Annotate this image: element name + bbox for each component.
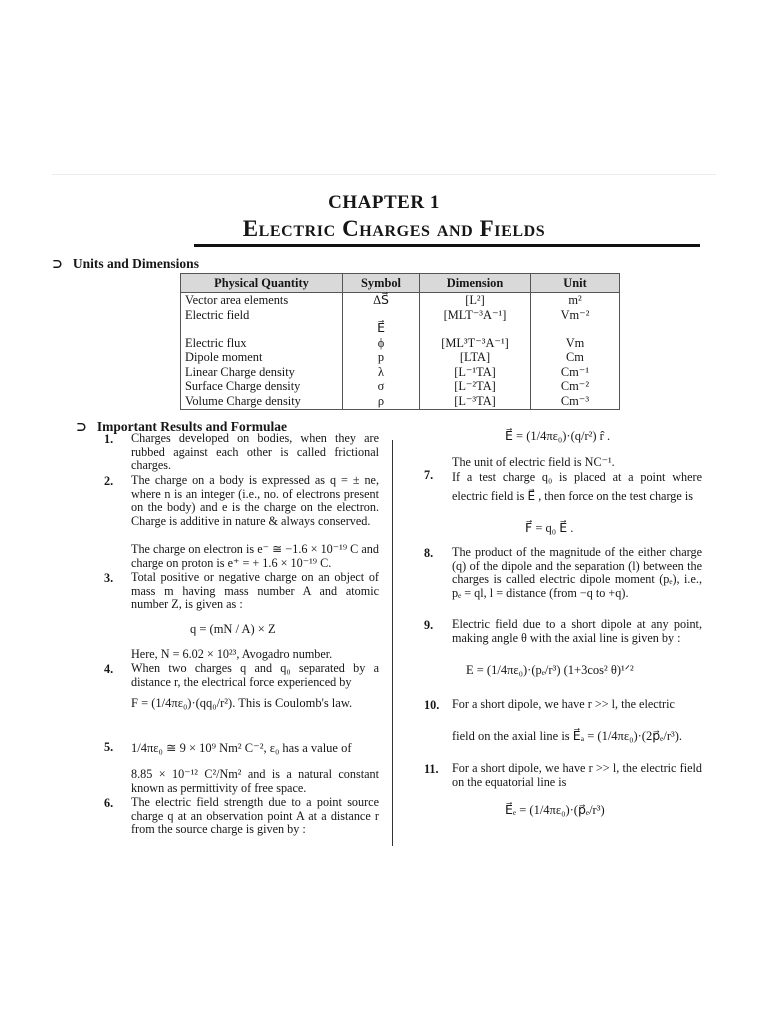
- item-number: 8.: [424, 546, 434, 560]
- item-9-text: Electric field due to a short dipole at any point, making angle θ with the axial line is given by :: [452, 617, 702, 645]
- cell-unit: Cm: [531, 350, 620, 365]
- header-unit: Unit: [531, 274, 620, 293]
- formula-charge: q = (mN / A) × Z: [190, 622, 276, 636]
- formula-constant: 1/4πε₀ ≅ 9 × 10⁹ Nm² C⁻², ε₀ has a value of: [131, 741, 352, 755]
- cell-quantity: Surface Charge density: [181, 379, 343, 394]
- cell-quantity: Dipole moment: [181, 350, 343, 365]
- cell-dimension: [MLT⁻³A⁻¹]: [420, 308, 531, 336]
- chapter-number: CHAPTER 1: [328, 192, 440, 213]
- cell-unit: Cm⁻²: [531, 379, 620, 394]
- item-number: 4.: [104, 662, 114, 676]
- cell-unit: Vm⁻²: [531, 308, 620, 336]
- cell-unit: Cm⁻³: [531, 394, 620, 409]
- formula-dipole-any: E = (1/4πε₀)·(pₑ/r³) (1+3cos² θ)¹ᐟ²: [466, 663, 634, 677]
- cell-symbol: p: [343, 350, 420, 365]
- item-2-text: The charge on a body is expressed as q = ± ne, where n is an integer (i.e., no. of electrons present on the body) and e is the charge on the electron. Charge is additive in nature & always conserved.: [131, 473, 379, 529]
- table-header: [181, 274, 620, 293]
- item-11-text: For a short dipole, we have r >> l, the electric field on the equatorial line is: [452, 761, 702, 789]
- cell-quantity: Volume Charge density: [181, 394, 343, 409]
- cell-unit: Cm⁻¹: [531, 365, 620, 380]
- top-divider: [52, 174, 716, 175]
- item-10-text: For a short dipole, we have r >> l, the electric: [452, 697, 675, 711]
- table-row: [181, 379, 620, 394]
- cell-unit: m²: [531, 293, 620, 308]
- table-row: [181, 308, 620, 336]
- item-5-text: 8.85 × 10⁻¹² C²/Nm² and is a natural constant known as permittivity of free space.: [131, 767, 379, 795]
- table-row: [181, 365, 620, 380]
- cell-symbol: σ: [343, 379, 420, 394]
- cell-dimension: [ML³T⁻³A⁻¹]: [420, 336, 531, 351]
- table-row: [181, 350, 620, 365]
- formula-force: F⃗ = q₀ E⃗ .: [525, 521, 574, 535]
- item-3-avogadro: Here, N = 6.02 × 10²³, Avogadro number.: [131, 647, 333, 661]
- item-4-text: When two charges q and q₀ separated by a distance r, the electrical force experienced by: [131, 661, 379, 689]
- cell-quantity: Linear Charge density: [181, 365, 343, 380]
- chapter-title: Electric Charges and Fields: [242, 216, 546, 241]
- cell-symbol: E⃗: [343, 308, 420, 336]
- formula-coulomb: F = (1/4πε₀)·(qq₀/r²). This is Coulomb's law.: [131, 696, 353, 710]
- arrow-bullet-icon: ⊃: [52, 256, 63, 271]
- table-row: [181, 394, 620, 409]
- cell-symbol: ΔS⃗: [343, 293, 420, 308]
- item-number: 5.: [104, 740, 114, 754]
- item-2-charge-values: The charge on electron is e⁻ ≅ −1.6 × 10⁻¹⁹ C and charge on proton is e⁺ = + 1.6 × 10⁻¹⁹ C.: [131, 542, 379, 570]
- table-row: [181, 293, 620, 308]
- cell-dimension: [L²]: [420, 293, 531, 308]
- units-table: [180, 273, 620, 410]
- cell-quantity: Electric field: [181, 308, 343, 336]
- cell-quantity: Vector area elements: [181, 293, 343, 308]
- item-number: 7.: [424, 468, 434, 482]
- item-3-text: Total positive or negative charge on an object of mass m having mass number A and atomic number Z, is given as :: [131, 570, 379, 612]
- item-7-text: If a test charge q₀ is placed at a point where electric field is E⃗ , then force on the test charge is: [452, 470, 702, 503]
- cell-symbol: ϕ: [343, 336, 420, 351]
- section-units-label: Units and Dimensions: [72, 256, 199, 271]
- item-6-unit: The unit of electric field is NC⁻¹.: [452, 455, 615, 469]
- formula-axial: field on the axial line is E⃗ₐ = (1/4πε₀)·(2p⃗ₑ/r³).: [452, 729, 683, 743]
- formula-equatorial: E⃗ₑ = (1/4πε₀)·(p⃗ₑ/r³): [505, 803, 605, 817]
- item-6-text: The electric field strength due to a point source charge q at an observation point A at a distance r from the source charge is given by :: [131, 795, 379, 837]
- title-rule: [194, 244, 700, 247]
- item-number: 2.: [104, 474, 114, 488]
- cell-symbol: λ: [343, 365, 420, 380]
- arrow-bullet-icon: ⊃: [76, 419, 87, 434]
- table-row: [181, 336, 620, 351]
- cell-dimension: [L⁻²TA]: [420, 379, 531, 394]
- item-8-text: The product of the magnitude of the either charge (q) of the dipole and the separation (l) between the charges is called electric dipole moment (pₑ), i.e., pₑ = ql, l = distance (from −q to +q).: [452, 545, 702, 601]
- cell-symbol: ρ: [343, 394, 420, 409]
- item-number: 9.: [424, 618, 434, 632]
- item-number: 6.: [104, 796, 114, 810]
- item-number: 1.: [104, 432, 114, 446]
- section-results-label: Important Results and Formulae: [96, 419, 288, 434]
- cell-quantity: Electric flux: [181, 336, 343, 351]
- header-dimension: Dimension: [420, 274, 531, 293]
- cell-unit: Vm: [531, 336, 620, 351]
- cell-dimension: [L⁻¹TA]: [420, 365, 531, 380]
- cell-dimension: [L⁻³TA]: [420, 394, 531, 409]
- header-symbol: Symbol: [343, 274, 420, 293]
- column-divider: [392, 440, 393, 846]
- header-quantity: Physical Quantity: [181, 274, 343, 293]
- item-number: 11.: [424, 762, 439, 776]
- cell-dimension: [LTA]: [420, 350, 531, 365]
- item-1-text: Charges developed on bodies, when they are rubbed against each other is called frictional charges.: [131, 431, 379, 473]
- formula-field: E⃗ = (1/4πε₀)·(q/r²) r̂ .: [505, 429, 611, 443]
- section-units: [52, 256, 199, 272]
- item-number: 10.: [424, 698, 440, 712]
- item-number: 3.: [104, 571, 114, 585]
